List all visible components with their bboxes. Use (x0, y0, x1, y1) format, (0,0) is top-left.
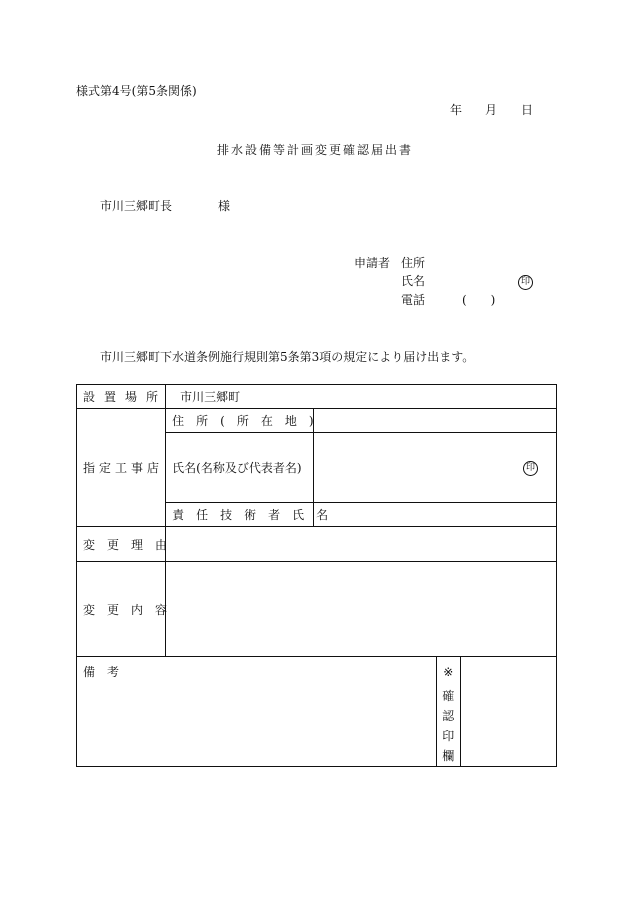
seal-icon: 印 (518, 273, 533, 290)
applicant-phone-parens: ( ) (462, 293, 496, 307)
statement-text: 市川三郷町下水道条例施行規則第5条第3項の規定により届け出ます。 (100, 350, 475, 364)
applicant-address-label: 住所 (401, 256, 426, 270)
applicant-name-label: 氏名 (401, 274, 426, 288)
application-form-table (76, 384, 557, 767)
engineer-label: 責任技術者氏名 (166, 503, 314, 527)
contractor-address-label: 住所(所在地) (166, 409, 314, 433)
location-row (77, 385, 557, 409)
confirm-seal-field (460, 657, 556, 767)
contractor-address-field (314, 409, 557, 433)
confirm-char: 確 (442, 689, 455, 703)
contractor-name-label: 氏名(名称及び代表者名) (166, 433, 314, 503)
confirm-char: 欄 (442, 749, 455, 763)
confirm-mark: ※ (443, 665, 454, 679)
contractor-name-field (314, 433, 557, 503)
applicant-phone-label: 電話 (401, 293, 426, 307)
content-row (77, 562, 557, 657)
remarks-row (77, 657, 557, 767)
content-field (166, 562, 557, 657)
location-label: 設置場所 (77, 385, 166, 409)
addressee-name: 市川三郷町長 (100, 199, 173, 213)
contractor-seal-icon: 印 (523, 461, 538, 476)
reason-field (166, 527, 557, 562)
contractor-address-row (77, 409, 557, 433)
addressee-honorific: 様 (218, 199, 231, 213)
confirm-seal-label (436, 657, 460, 767)
confirm-char: 印 (442, 729, 455, 743)
date-day: 日 (521, 103, 534, 117)
contractor-label: 指定工事店 (77, 409, 166, 527)
document-title: 排水設備等計画変更確認届出書 (216, 143, 413, 157)
reason-row (77, 527, 557, 562)
reason-label: 変更理由 (77, 527, 166, 562)
remarks-label: 備考 (77, 657, 437, 767)
date-year: 年 (450, 103, 463, 117)
content-label: 変更内容 (77, 562, 166, 657)
engineer-field (314, 503, 557, 527)
location-value: 市川三郷町 (166, 385, 557, 409)
date-month: 月 (485, 103, 498, 117)
form-number: 様式第4号(第5条関係) (76, 84, 197, 98)
confirm-char: 認 (442, 709, 455, 723)
applicant-role: 申請者 (354, 256, 391, 270)
